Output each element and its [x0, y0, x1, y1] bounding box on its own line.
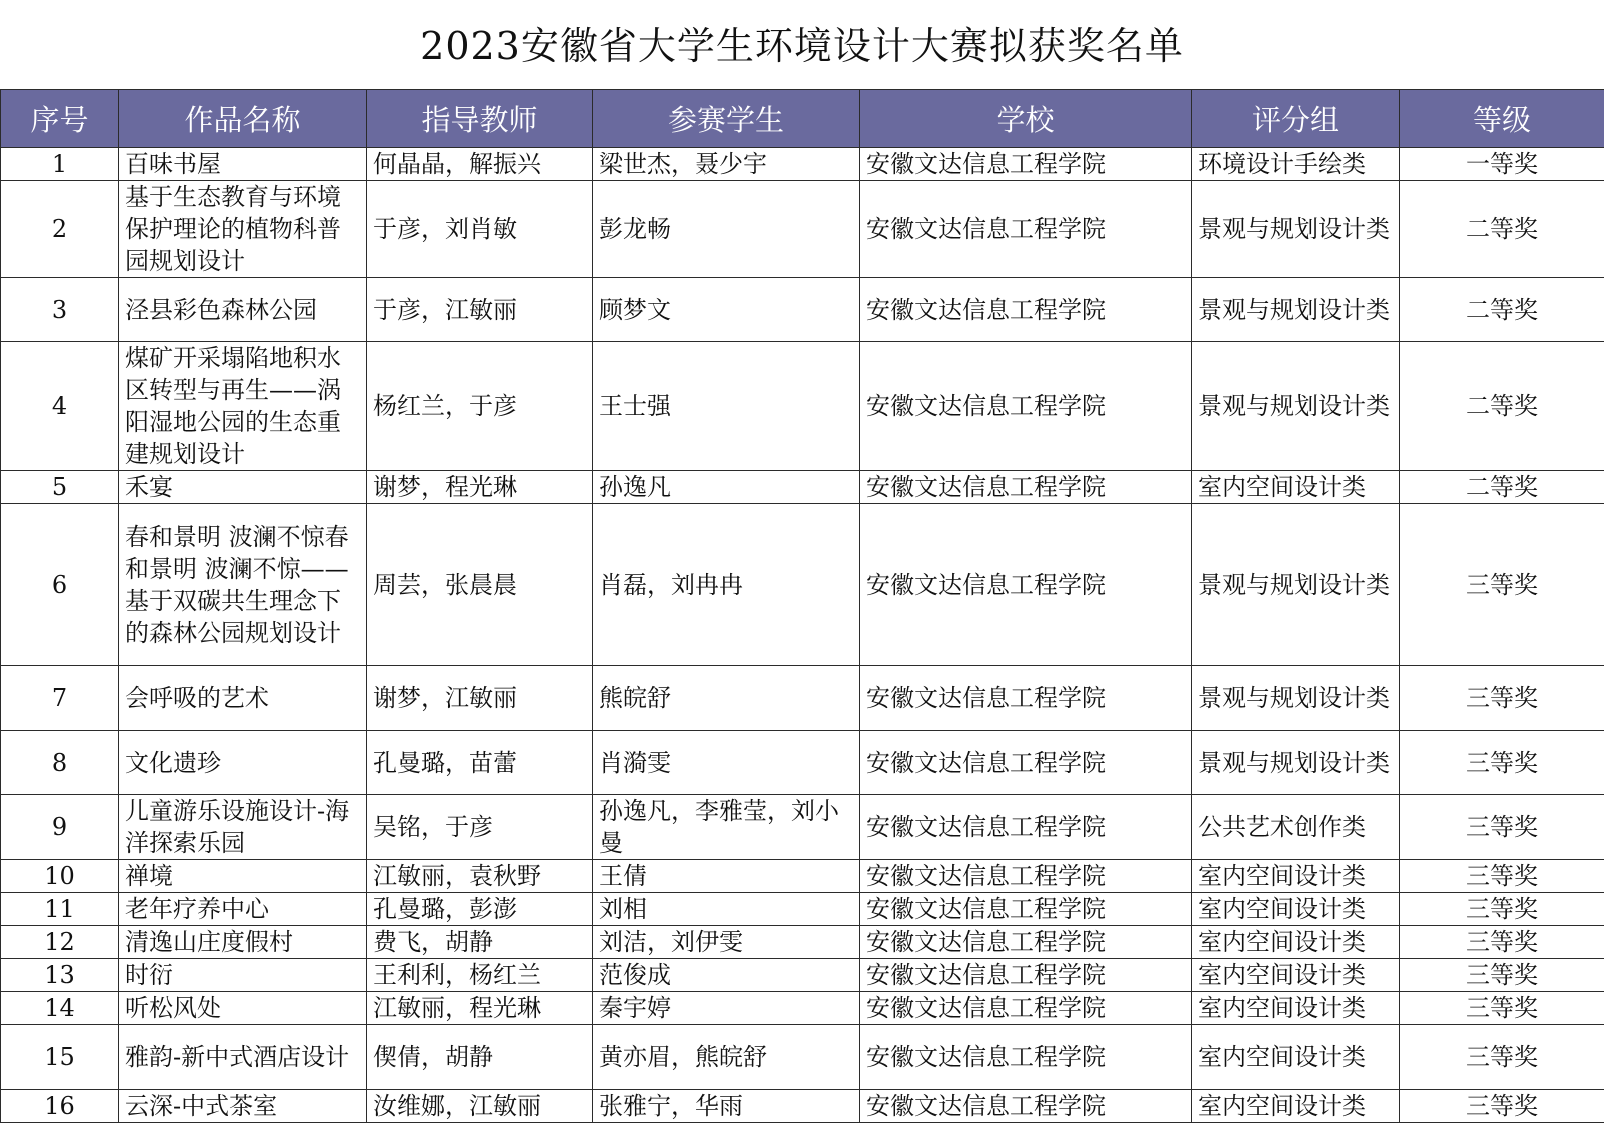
cell-work: 禾宴 — [119, 471, 367, 504]
table-row — [1, 959, 1604, 992]
header-work: 作品名称 — [119, 90, 367, 148]
cell-work: 文化遗珍 — [119, 731, 367, 795]
cell-group: 公共艺术创作类 — [1192, 795, 1400, 860]
cell-student: 刘相 — [593, 893, 860, 926]
cell-level: 二等奖 — [1400, 342, 1604, 471]
header-student: 参赛学生 — [593, 90, 860, 148]
cell-no: 9 — [1, 795, 119, 860]
table-row — [1, 992, 1604, 1025]
cell-student: 刘洁，刘伊雯 — [593, 926, 860, 959]
cell-work: 禅境 — [119, 860, 367, 893]
cell-no: 3 — [1, 278, 119, 342]
cell-teacher: 于彦，江敏丽 — [367, 278, 593, 342]
cell-teacher: 于彦，刘肖敏 — [367, 181, 593, 278]
cell-student: 孙逸凡 — [593, 471, 860, 504]
cell-student: 范俊成 — [593, 959, 860, 992]
cell-group: 室内空间设计类 — [1192, 926, 1400, 959]
cell-teacher: 杨红兰，于彦 — [367, 342, 593, 471]
cell-school: 安徽文达信息工程学院 — [860, 992, 1192, 1025]
cell-level: 三等奖 — [1400, 959, 1604, 992]
cell-teacher: 偰倩，胡静 — [367, 1025, 593, 1090]
cell-teacher: 费飞，胡静 — [367, 926, 593, 959]
cell-student: 张雅宁，华雨 — [593, 1090, 860, 1123]
cell-no: 7 — [1, 666, 119, 731]
cell-level: 三等奖 — [1400, 1090, 1604, 1123]
table-row — [1, 1090, 1604, 1123]
cell-no: 15 — [1, 1025, 119, 1090]
cell-group: 室内空间设计类 — [1192, 893, 1400, 926]
cell-teacher: 何晶晶，解振兴 — [367, 148, 593, 181]
cell-student: 梁世杰，聂少宇 — [593, 148, 860, 181]
award-table — [0, 89, 1604, 1123]
cell-level: 三等奖 — [1400, 1025, 1604, 1090]
table-row — [1, 893, 1604, 926]
cell-level: 二等奖 — [1400, 471, 1604, 504]
cell-student: 王士强 — [593, 342, 860, 471]
cell-student: 秦宇婷 — [593, 992, 860, 1025]
cell-teacher: 吴铭，于彦 — [367, 795, 593, 860]
cell-group: 室内空间设计类 — [1192, 1025, 1400, 1090]
table-row — [1, 471, 1604, 504]
cell-group: 景观与规划设计类 — [1192, 504, 1400, 666]
header-level: 等级 — [1400, 90, 1604, 148]
table-row — [1, 504, 1604, 666]
cell-school: 安徽文达信息工程学院 — [860, 795, 1192, 860]
cell-no: 2 — [1, 181, 119, 278]
cell-no: 6 — [1, 504, 119, 666]
table-row — [1, 181, 1604, 278]
cell-group: 景观与规划设计类 — [1192, 278, 1400, 342]
cell-no: 11 — [1, 893, 119, 926]
cell-work: 儿童游乐设施设计-海洋探索乐园 — [119, 795, 367, 860]
cell-teacher: 孔曼璐，彭澎 — [367, 893, 593, 926]
cell-no: 8 — [1, 731, 119, 795]
cell-work: 基于生态教育与环境保护理论的植物科普园规划设计 — [119, 181, 367, 278]
cell-work: 时衍 — [119, 959, 367, 992]
cell-level: 三等奖 — [1400, 795, 1604, 860]
cell-work: 听松风处 — [119, 992, 367, 1025]
cell-student: 肖漪雯 — [593, 731, 860, 795]
cell-school: 安徽文达信息工程学院 — [860, 959, 1192, 992]
cell-group: 景观与规划设计类 — [1192, 342, 1400, 471]
cell-level: 三等奖 — [1400, 666, 1604, 731]
cell-no: 4 — [1, 342, 119, 471]
page-title: 2023安徽省大学生环境设计大赛拟获奖名单 — [0, 0, 1604, 89]
cell-student: 彭龙畅 — [593, 181, 860, 278]
table-row — [1, 278, 1604, 342]
cell-school: 安徽文达信息工程学院 — [860, 181, 1192, 278]
table-row — [1, 860, 1604, 893]
cell-work: 清逸山庄度假村 — [119, 926, 367, 959]
cell-work: 老年疗养中心 — [119, 893, 367, 926]
cell-group: 景观与规划设计类 — [1192, 666, 1400, 731]
cell-work: 会呼吸的艺术 — [119, 666, 367, 731]
cell-school: 安徽文达信息工程学院 — [860, 278, 1192, 342]
cell-student: 黄亦眉，熊皖舒 — [593, 1025, 860, 1090]
cell-group: 室内空间设计类 — [1192, 1090, 1400, 1123]
header-school: 学校 — [860, 90, 1192, 148]
cell-level: 三等奖 — [1400, 731, 1604, 795]
cell-level: 三等奖 — [1400, 504, 1604, 666]
header-group: 评分组 — [1192, 90, 1400, 148]
cell-school: 安徽文达信息工程学院 — [860, 342, 1192, 471]
cell-school: 安徽文达信息工程学院 — [860, 666, 1192, 731]
cell-no: 14 — [1, 992, 119, 1025]
cell-level: 二等奖 — [1400, 278, 1604, 342]
cell-work: 泾县彩色森林公园 — [119, 278, 367, 342]
cell-teacher: 江敏丽，程光琳 — [367, 992, 593, 1025]
cell-work: 春和景明 波澜不惊春和景明 波澜不惊——基于双碳共生理念下的森林公园规划设计 — [119, 504, 367, 666]
table-row — [1, 926, 1604, 959]
cell-group: 室内空间设计类 — [1192, 860, 1400, 893]
cell-student: 顾梦文 — [593, 278, 860, 342]
cell-no: 12 — [1, 926, 119, 959]
cell-school: 安徽文达信息工程学院 — [860, 926, 1192, 959]
cell-teacher: 谢梦，江敏丽 — [367, 666, 593, 731]
cell-no: 1 — [1, 148, 119, 181]
cell-school: 安徽文达信息工程学院 — [860, 1090, 1192, 1123]
cell-level: 一等奖 — [1400, 148, 1604, 181]
table-row — [1, 1025, 1604, 1090]
cell-teacher: 王利利，杨红兰 — [367, 959, 593, 992]
cell-group: 环境设计手绘类 — [1192, 148, 1400, 181]
table-row — [1, 666, 1604, 731]
cell-no: 13 — [1, 959, 119, 992]
cell-group: 景观与规划设计类 — [1192, 731, 1400, 795]
cell-no: 10 — [1, 860, 119, 893]
cell-work: 百味书屋 — [119, 148, 367, 181]
cell-school: 安徽文达信息工程学院 — [860, 860, 1192, 893]
cell-no: 16 — [1, 1090, 119, 1123]
header-teacher: 指导教师 — [367, 90, 593, 148]
cell-group: 景观与规划设计类 — [1192, 181, 1400, 278]
header-no: 序号 — [1, 90, 119, 148]
cell-teacher: 周芸，张晨晨 — [367, 504, 593, 666]
cell-teacher: 孔曼璐，苗蕾 — [367, 731, 593, 795]
cell-work: 雅韵-新中式酒店设计 — [119, 1025, 367, 1090]
cell-school: 安徽文达信息工程学院 — [860, 893, 1192, 926]
cell-student: 孙逸凡，李雅莹，刘小曼 — [593, 795, 860, 860]
cell-work: 煤矿开采塌陷地积水区转型与再生——涡阳湿地公园的生态重建规划设计 — [119, 342, 367, 471]
cell-no: 5 — [1, 471, 119, 504]
table-row — [1, 342, 1604, 471]
table-row — [1, 731, 1604, 795]
cell-group: 室内空间设计类 — [1192, 471, 1400, 504]
cell-group: 室内空间设计类 — [1192, 959, 1400, 992]
cell-school: 安徽文达信息工程学院 — [860, 1025, 1192, 1090]
cell-school: 安徽文达信息工程学院 — [860, 504, 1192, 666]
cell-level: 三等奖 — [1400, 860, 1604, 893]
cell-group: 室内空间设计类 — [1192, 992, 1400, 1025]
cell-teacher: 谢梦，程光琳 — [367, 471, 593, 504]
header-row — [1, 90, 1604, 148]
cell-level: 三等奖 — [1400, 926, 1604, 959]
cell-level: 二等奖 — [1400, 181, 1604, 278]
cell-school: 安徽文达信息工程学院 — [860, 148, 1192, 181]
cell-teacher: 汝维娜，江敏丽 — [367, 1090, 593, 1123]
cell-level: 三等奖 — [1400, 992, 1604, 1025]
table-row — [1, 795, 1604, 860]
cell-student: 肖磊，刘冉冉 — [593, 504, 860, 666]
cell-teacher: 江敏丽，袁秋野 — [367, 860, 593, 893]
cell-level: 三等奖 — [1400, 893, 1604, 926]
cell-school: 安徽文达信息工程学院 — [860, 731, 1192, 795]
cell-student: 王倩 — [593, 860, 860, 893]
cell-student: 熊皖舒 — [593, 666, 860, 731]
table-row — [1, 148, 1604, 181]
cell-school: 安徽文达信息工程学院 — [860, 471, 1192, 504]
cell-work: 云深-中式茶室 — [119, 1090, 367, 1123]
